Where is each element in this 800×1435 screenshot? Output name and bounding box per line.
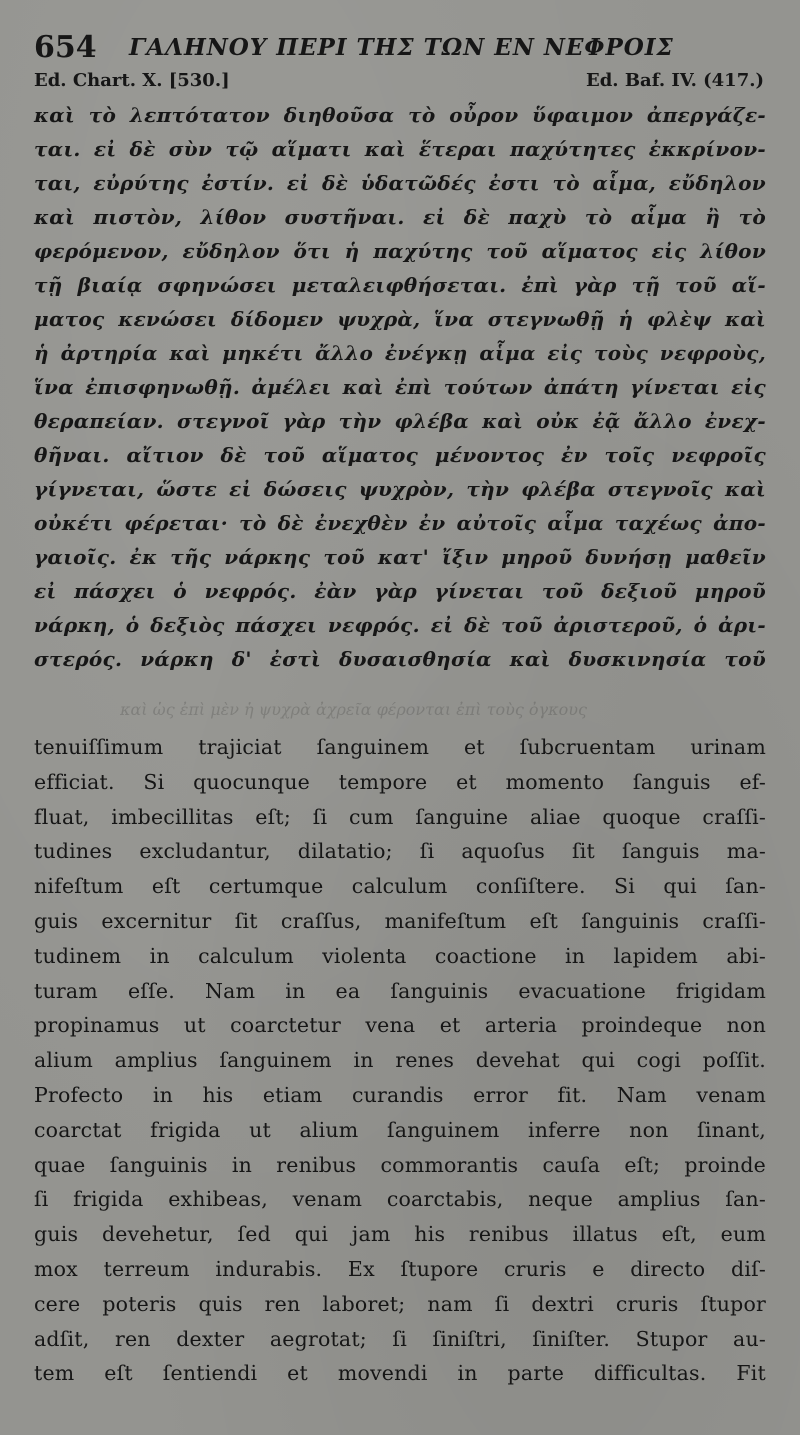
page-header <box>34 30 774 70</box>
text-line: θῆναι. αἴτιον δὲ τοῦ αἵματος μένοντος ἐν τοῖς νεφροῖς <box>34 443 766 467</box>
text-line: γαιοῖς. ἐκ τῆς νάρκης τοῦ κατ' ἴξιν μηροῦ δυνήσῃ μαθεῖν <box>34 545 766 569</box>
text-line: tudines excludantur, dilatatio; ſi aquoſus ſit ſanguis ma- <box>34 839 766 864</box>
greek-text-block <box>34 98 766 676</box>
text-line: ἡ ἀρτηρία καὶ μηκέτι ἄλλο ἐνέγκῃ αἷμα εἰς τοὺς νεφροὺς, <box>34 341 766 365</box>
text-line: guis devehetur, ſed qui jam his renibus illatus eſt, eum <box>34 1222 766 1247</box>
text-line: καὶ πιστὸν, λίθον συστῆναι. εἰ δὲ παχὺ τὸ αἷμα ἢ τὸ <box>34 205 766 229</box>
edition-reference-basel: Ed. Baf. IV. (417.) <box>586 70 764 91</box>
text-line: εἰ πάσχει ὁ νεφρός. ἐὰν γὰρ γίνεται τοῦ δεξιοῦ μηροῦ <box>34 579 766 603</box>
text-line: ται. εἰ δὲ σὺν τῷ αἵματι καὶ ἕτεραι παχύτητες ἐκκρίνον- <box>34 137 766 161</box>
text-line: tem eſt ſentiendi et movendi in parte difficultas. Fit <box>34 1361 766 1386</box>
edition-reference-chartier: Ed. Chart. X. [530.] <box>34 70 230 91</box>
text-line: νάρκη, ὁ δεξιὸς πάσχει νεφρός. εἰ δὲ τοῦ ἀριστεροῦ, ὁ ἀρι- <box>34 613 766 637</box>
text-line: cere poteris quis ren laboret; nam ſi dextri cruris ſtupor <box>34 1291 766 1316</box>
text-line: στερός. νάρκη δ' ἐστὶ δυσαισθησία καὶ δυσκινησία τοῦ <box>34 647 766 671</box>
edition-reference-line <box>34 70 764 98</box>
text-line: καὶ τὸ λεπτότατον διηθοῦσα τὸ οὖρον ὕφαιμον ἀπεργάζε- <box>34 103 766 127</box>
text-line: nifeſtum eſt certumque calculum conſiſtere. Si qui ſan- <box>34 874 766 899</box>
text-line: οὐκέτι φέρεται· τὸ δὲ ἐνεχθὲν ἐν αὐτοῖς αἷμα ταχέως ἀπο- <box>34 511 766 535</box>
text-line: θεραπείαν. στεγνοῖ γὰρ τὴν φλέβα καὶ οὐκ ἐᾷ ἄλλο ἐνεχ- <box>34 409 766 433</box>
text-line: efficiat. Si quocunque tempore et momento ſanguis ef- <box>34 769 766 794</box>
text-line: ται, εὐρύτης ἐστίν. εἰ δὲ ὑδατῶδές ἐστι τὸ αἷμα, εὔδηλον <box>34 171 766 195</box>
text-line: γίγνεται, ὥστε εἰ δώσεις ψυχρὸν, τὴν φλέβα στεγνοῖς καὶ <box>34 477 766 501</box>
text-line: adſit, ren dexter aegrotat; ſi ſiniſtri, ſiniſter. Stupor au- <box>34 1326 766 1351</box>
running-title: ΓΑΛΗΝΟΥ ΠΕΡΙ ΤΗΣ ΤΩΝ ΕΝ ΝΕΦΡΟΙΣ <box>129 34 674 61</box>
text-line: Profecto in his etiam curandis error fit. Nam venam <box>34 1082 766 1107</box>
text-line: τῇ βιαίᾳ σφηνώσει μεταλειφθήσεται. ἐπὶ γὰρ τῇ τοῦ αἵ- <box>34 273 766 297</box>
text-line: mox terreum indurabis. Ex ſtupore cruris e directo diſ- <box>34 1256 766 1281</box>
text-line: tudinem in calculum violenta coactione in lapidem abi- <box>34 943 766 968</box>
text-line: turam eſſe. Nam in ea ſanguinis evacuatione frigidam <box>34 978 766 1003</box>
text-line: tenuiſſimum trajiciat ſanguinem et ſubcruentam urinam <box>34 735 766 759</box>
page-number: 654 <box>34 30 97 65</box>
text-line: ἵνα ἐπισφηνωθῇ. ἀμέλει καὶ ἐπὶ τούτων ἀπάτη γίνεται εἰς <box>34 375 766 399</box>
text-line: fluat, imbecillitas eſt; ſi cum ſanguine aliae quoque craſſi- <box>34 804 766 829</box>
text-line: ματος κενώσει δίδομεν ψυχρὰ, ἵνα στεγνωθῇ ἡ φλὲψ καὶ <box>34 307 766 331</box>
show-through-bleed: καὶ ὡς ἐπὶ μὲν ἡ ψυχρὰ ἀχρεῖα φέρονται ἐπὶ τοὺς ὀγκους <box>120 700 587 719</box>
text-line: ſi frigida exhibeas, venam coarctabis, neque amplius ſan- <box>34 1187 766 1212</box>
text-line: alium amplius ſanguinem in renes devehat qui cogi poſſit. <box>34 1048 766 1073</box>
text-line: guis excernitur ſit craſſus, manifeſtum eſt ſanguinis craſſi- <box>34 908 766 933</box>
text-line: φερόμενον, εὔδηλον ὅτι ἡ παχύτης τοῦ αἵματος εἰς λίθον <box>34 239 766 263</box>
text-line: coarctat frigida ut alium ſanguinem inferre non ſinant, <box>34 1117 766 1142</box>
latin-text-block <box>34 730 766 1391</box>
text-line: quae ſanguinis in renibus commorantis cauſa eſt; proinde <box>34 1152 766 1177</box>
text-line: propinamus ut coarctetur vena et arteria proindeque non <box>34 1013 766 1038</box>
